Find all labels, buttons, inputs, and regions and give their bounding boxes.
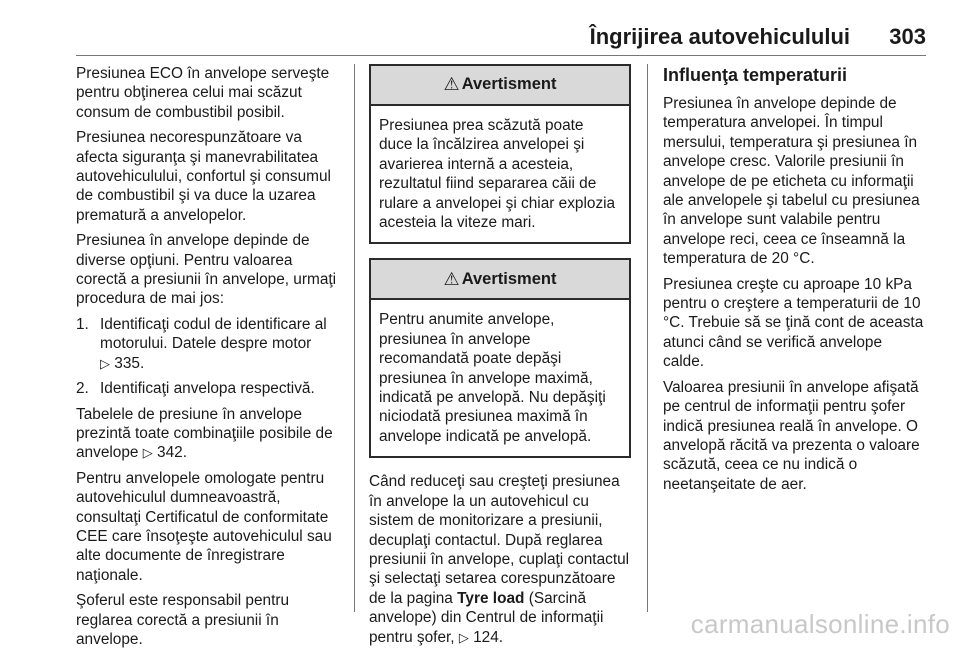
watermark: carmanualsonline.info <box>690 609 950 639</box>
step-text: Identificaţi anvelopa respectivă. <box>100 380 315 398</box>
step-number: 1. <box>76 315 89 333</box>
list-item <box>76 315 344 373</box>
cross-reference-arrow-icon: ▷ <box>458 629 469 645</box>
cross-reference-link[interactable]: ▷ 335. <box>100 354 145 372</box>
cross-reference-arrow-icon: ▷ <box>100 355 110 371</box>
paragraph-pressure-options: Presiunea în anvelope depinde de diverse opţiuni. Pentru valoarea corectă a presiunii în anvelope, urmaţi procedura de mai jos: <box>76 232 337 308</box>
warning-triangle-icon: ⚠ <box>443 74 460 95</box>
column-divider <box>354 64 355 612</box>
warning-text: Pentru anumite anvelope, presiunea în anvelope recomandată poate depăşi presiunea în anvelope maximă, indicată pe anvelopă. Nu depăşiţi niciodată presiunea maximă în anvelope indicată pe anvelopă. <box>379 311 606 445</box>
paragraph-dic-pressure: Valoarea presiunii în anvelope afişată pe centrul de informaţii pentru şofer indică presiunea reală în anvelope. O anvelopă răcită va prezenta o valoare scăzută, ceea ce nu indică o neetanşeitate de aer. <box>663 378 920 493</box>
cross-reference-link[interactable]: ▷ 342. <box>142 444 188 462</box>
header-rule <box>76 55 926 56</box>
page-title: Îngrijirea autovehiculului <box>589 24 850 49</box>
warning-text: Presiunea prea scăzută poate duce la încălzirea anvelopei şi avarierea internă a acesteia, rezultatul fiind separarea căii de rulare a anvelopei şi chiar explozia acesteia la viteze mari. <box>379 117 616 232</box>
warning-header <box>371 66 629 106</box>
cross-reference-arrow-icon: ▷ <box>142 445 153 461</box>
cross-reference-link[interactable]: ▷ 124. <box>458 628 504 646</box>
column-right <box>663 64 927 500</box>
warning-box <box>369 64 631 244</box>
column-left <box>76 64 344 655</box>
section-heading: Influenţa temperaturii <box>663 65 848 85</box>
warning-box <box>369 258 631 458</box>
column-middle <box>369 64 631 653</box>
menu-term-tyre-load: Tyre load <box>457 589 525 607</box>
page-number: 303 <box>889 24 926 49</box>
paragraph-pressure-increase: Presiunea creşte cu aproape 10 kPa pentru o creştere a temperaturii de 10 °C. Trebuie să se ţină cont de aceasta atunci când se verifică anvelope calde. <box>663 275 924 371</box>
paragraph-pressure-tables: Tabelele de presiune în anvelope prezintă toate combinaţiile posibile de anvelope ▷ 342. <box>76 405 333 462</box>
paragraph-temperature-dependence: Presiunea în anvelope depinde de temperatura anvelopei. În timpul mersului, temperatura şi presiunea în anvelope cresc. Valorile presiunii în anvelope de pe eticheta cu informaţii ale anvelopele şi tabelul cu presiunea în anvelope sunt valabile pentru anvelope reci, ceea ce înseamnă la temperatura de 20 °C. <box>663 95 920 268</box>
column-divider <box>647 64 648 612</box>
step-number: 2. <box>76 380 89 398</box>
paragraph-approved-tyres: Pentru anvelopele omologate pentru autovehiculul dumneavoastră, consultaţi Certificatul de conformitate CEE care însoţeşte autovehiculul sau alte documente de înregistrare naţionale. <box>76 469 332 584</box>
procedure-steps <box>76 315 344 399</box>
warning-title: Avertisment <box>461 75 557 94</box>
warning-title: Avertisment <box>461 269 557 288</box>
paragraph-incorrect-pressure: Presiunea necorespunzătoare va afecta siguranţa şi manevrabilitatea autovehiculului, confortul şi consumul de combustibil şi va duce la uzarea prematură a anvelopelor. <box>76 129 331 224</box>
paragraph-driver-responsible: Şoferul este responsabil pentru reglarea corectă a presiunii în anvelope. <box>76 592 290 648</box>
warning-header <box>371 260 629 300</box>
warning-triangle-icon: ⚠ <box>443 268 460 289</box>
page-header <box>0 0 960 56</box>
paragraph-eco-pressure: Presiunea ECO în anvelope serveşte pentru obţinerea celui mai scăzut consum de combustibil posibil. <box>76 65 330 121</box>
step-text: Identificaţi codul de identificare al motorului. Datele despre motor <box>100 315 327 353</box>
paragraph-pressure-monitoring: Când reduceţi sau creşteţi presiunea în anvelope la un autovehicul cu sistem de monitorizare a presiunii, decuplaţi contactul. După reglarea presiunii în anvelope, cuplaţi contactul şi selectaţi setarea corespunzătoare de la pagina Tyre load (Sarcină anvelope) din Centrul de informaţii pentru şofer, ▷ 124. <box>369 473 630 646</box>
list-item <box>76 379 344 398</box>
